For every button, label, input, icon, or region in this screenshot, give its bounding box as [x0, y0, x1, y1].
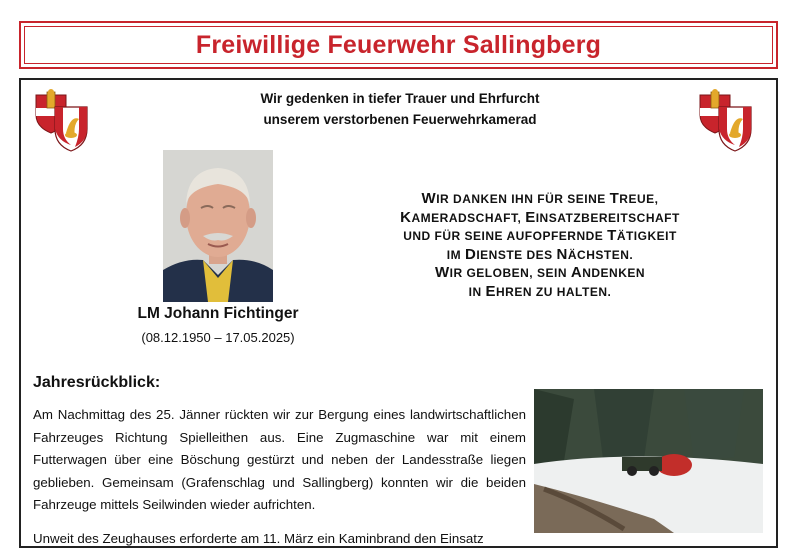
person-dates: (08.12.1950 – 17.05.2025)	[100, 330, 336, 345]
page-title: Freiwillige Feuerwehr Sallingberg	[196, 31, 601, 60]
memorial-quote	[360, 190, 720, 301]
quote-line: IM DIENSTE DES NÄCHSTEN.	[360, 246, 720, 265]
fire-brigade-crest-icon	[33, 89, 89, 153]
section-heading: Jahresrückblick:	[33, 374, 160, 392]
person-name: LM Johann Fichtinger	[100, 305, 336, 323]
quote-line: WIR DANKEN IHN FÜR SEINE TREUE,	[360, 190, 720, 209]
review-paragraph: Am Nachmittag des 25. Jänner rückten wir zur Bergung eines landwirtschaftlichen Fahrzeuges Richtung Spielleithen aus. Eine Zugmaschine war mit einem Futterwagen über eine Böschung gestürzt und neben der Landesstraße liegen geblieben. Gemeinsam (Grafenschlag und Sallingberg) konnten wir die beiden Fahrzeuge mittels Seilwinden wieder aufrichten.	[33, 404, 526, 517]
quote-line: IN EHREN ZU HALTEN.	[360, 283, 720, 302]
title-banner-inner	[24, 26, 773, 64]
quote-line: KAMERADSCHAFT, EINSATZBEREITSCHAFT	[360, 209, 720, 228]
fire-brigade-crest-icon	[697, 89, 753, 153]
memorial-line-2: unserem verstorbenen Feuerwehrkamerad	[180, 109, 620, 130]
portrait-photo	[163, 150, 273, 302]
memorial-header	[180, 88, 620, 130]
quote-line: UND FÜR SEINE AUFOPFERNDE TÄTIGKEIT	[360, 227, 720, 246]
review-paragraph: Unweit des Zeughauses erforderte am 11. März ein Kaminbrand den Einsatz	[33, 528, 526, 550]
review-text	[33, 404, 526, 550]
accident-photo	[534, 389, 763, 533]
title-banner	[19, 21, 778, 69]
memorial-line-1: Wir gedenken in tiefer Trauer und Ehrfurcht	[180, 88, 620, 109]
quote-line: WIR GELOBEN, SEIN ANDENKEN	[360, 264, 720, 283]
